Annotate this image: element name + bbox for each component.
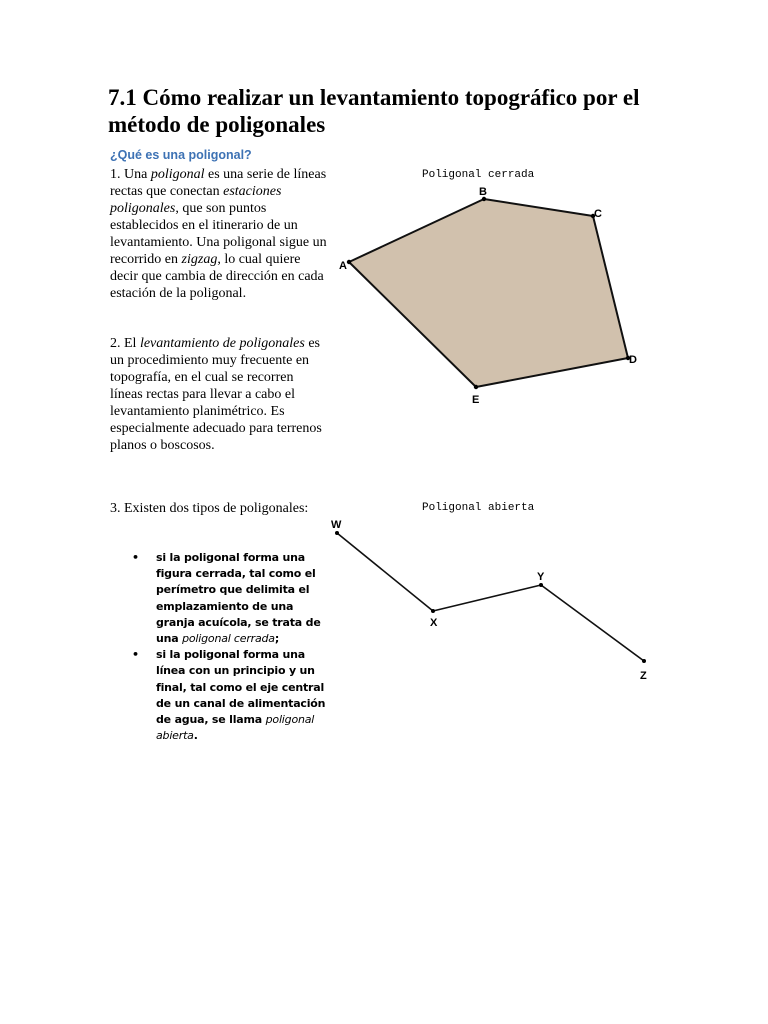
station-point-x — [431, 609, 435, 613]
italic-term: poligonal abierta — [156, 713, 315, 743]
page-title: 7.1 Cómo realizar un levantamiento topográfico por el método de poligonales — [108, 85, 640, 137]
station-label-e: E — [472, 394, 480, 406]
station-label-w: W — [331, 519, 342, 531]
station-point-z — [642, 659, 646, 663]
station-point-w — [335, 531, 339, 535]
station-point-y — [539, 583, 543, 587]
station-label-d: D — [629, 354, 637, 366]
paragraph-3: 3. Existen dos tipos de poligonales: — [110, 501, 309, 516]
station-label-z: Z — [640, 670, 647, 682]
list-item-text: si la poligonal forma una línea con un principio y un final, tal como el eje central de un canal de alimentación de agua, se llama poligonal abierta. — [156, 648, 326, 743]
station-label-c: C — [594, 208, 602, 220]
paragraph-2: 2. El levantamiento de poligonales es un procedimiento muy frecuente en topografía, en el cual se recorren líneas rectas para llevar a cabo el levantamiento planimétrico. Es especialmente adecuado para terrenos planos o boscosos. — [110, 336, 322, 453]
open-traverse-line — [337, 533, 644, 661]
station-point-e — [474, 385, 478, 389]
paragraph-1: 1. Una poligonal es una serie de líneas rectas que conectan estaciones poligonales, que son puntos establecidos en el itinerario de un levantamiento. Una poligonal sigue un recorrido en zigzag, lo cual quiere decir que cambia de dirección en cada estación de la poligonal. — [110, 167, 327, 301]
section-subheading: ¿Qué es una poligonal? — [110, 148, 252, 162]
open-traverse-caption: Poligonal abierta — [422, 502, 535, 514]
station-label-y: Y — [537, 571, 545, 583]
list-item-text: si la poligonal forma una figura cerrada, tal como el perímetro que delimita el emplazamiento de una granja acuícola, se trata de una poligonal cerrada; — [156, 551, 321, 646]
closed-traverse-caption: Poligonal cerrada — [422, 169, 535, 181]
bullet-glyph: • — [132, 551, 139, 564]
italic-term: levantamiento de poligonales — [139, 336, 305, 351]
italic-term: poligonal cerrada — [182, 632, 275, 646]
italic-term: estaciones poligonales — [110, 184, 282, 216]
station-label-a: A — [339, 260, 347, 272]
italic-term: poligonal — [150, 167, 205, 182]
bullet-glyph: • — [132, 648, 139, 662]
station-point-a — [347, 260, 351, 264]
station-label-x: X — [430, 617, 438, 629]
closed-traverse-polygon — [349, 199, 628, 387]
station-label-b: B — [479, 186, 487, 198]
italic-term: zigzag — [181, 252, 218, 267]
